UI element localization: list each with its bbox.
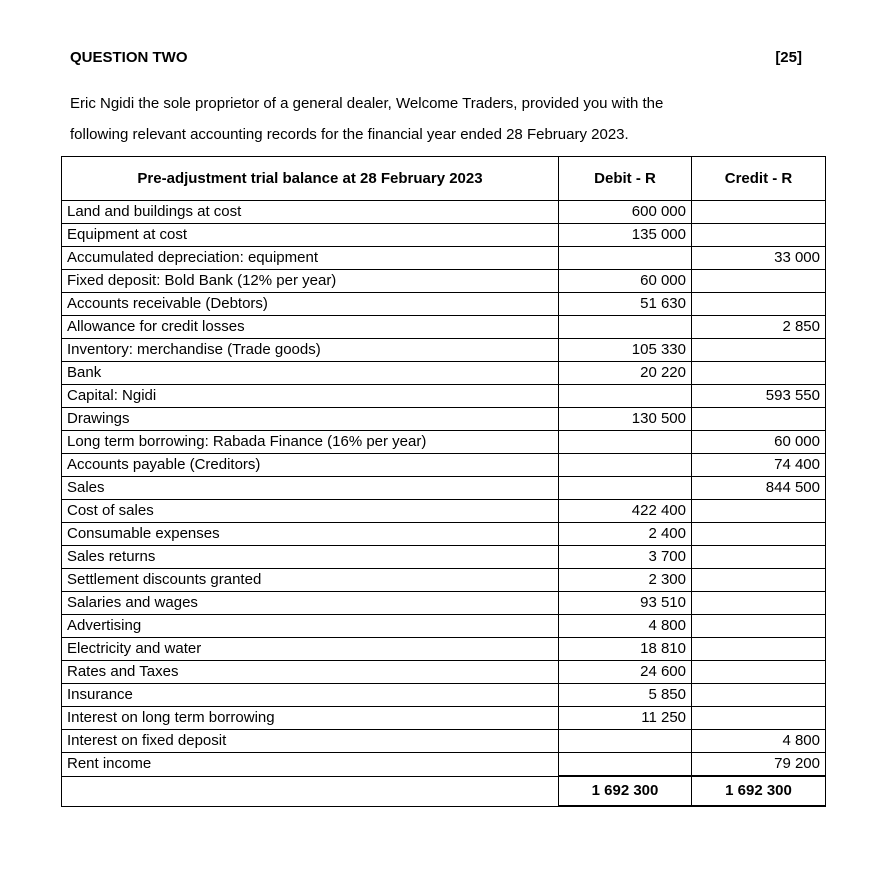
totals-debit: 1 692 300 xyxy=(559,776,692,806)
question-heading xyxy=(70,49,802,66)
table-row xyxy=(62,730,826,753)
table-row xyxy=(62,523,826,546)
row-debit: 11 250 xyxy=(559,707,692,730)
table-row xyxy=(62,201,826,224)
row-credit xyxy=(692,546,826,569)
row-debit: 18 810 xyxy=(559,638,692,661)
table-row xyxy=(62,247,826,270)
table-row xyxy=(62,592,826,615)
table-row xyxy=(62,316,826,339)
row-credit xyxy=(692,661,826,684)
table-row xyxy=(62,224,826,247)
row-credit xyxy=(692,500,826,523)
table-row xyxy=(62,546,826,569)
row-credit: 4 800 xyxy=(692,730,826,753)
row-label: Sales returns xyxy=(62,546,559,569)
table-row xyxy=(62,385,826,408)
row-credit: 60 000 xyxy=(692,431,826,454)
row-debit xyxy=(559,454,692,477)
row-credit xyxy=(692,638,826,661)
row-label: Settlement discounts granted xyxy=(62,569,559,592)
table-row xyxy=(62,293,826,316)
row-credit xyxy=(692,362,826,385)
row-label: Electricity and water xyxy=(62,638,559,661)
row-credit: 74 400 xyxy=(692,454,826,477)
totals-label xyxy=(62,776,559,806)
row-credit xyxy=(692,408,826,431)
row-label: Bank xyxy=(62,362,559,385)
intro-line-1: Eric Ngidi the sole proprietor of a general dealer, Welcome Traders, provided you with the xyxy=(70,95,664,112)
row-label: Long term borrowing: Rabada Finance (16% per year) xyxy=(62,431,559,454)
row-label: Consumable expenses xyxy=(62,523,559,546)
row-credit xyxy=(692,224,826,247)
row-debit: 51 630 xyxy=(559,293,692,316)
row-credit xyxy=(692,201,826,224)
table-row xyxy=(62,615,826,638)
row-credit xyxy=(692,339,826,362)
row-label: Cost of sales xyxy=(62,500,559,523)
table-row xyxy=(62,454,826,477)
row-label: Rates and Taxes xyxy=(62,661,559,684)
row-debit: 60 000 xyxy=(559,270,692,293)
row-credit xyxy=(692,684,826,707)
row-debit: 20 220 xyxy=(559,362,692,385)
row-label: Accounts receivable (Debtors) xyxy=(62,293,559,316)
row-label: Accounts payable (Creditors) xyxy=(62,454,559,477)
row-label: Inventory: merchandise (Trade goods) xyxy=(62,339,559,362)
row-debit: 600 000 xyxy=(559,201,692,224)
table-row xyxy=(62,362,826,385)
row-debit xyxy=(559,730,692,753)
row-debit xyxy=(559,316,692,339)
row-debit: 3 700 xyxy=(559,546,692,569)
row-label: Equipment at cost xyxy=(62,224,559,247)
row-debit: 93 510 xyxy=(559,592,692,615)
row-debit xyxy=(559,247,692,270)
row-label: Land and buildings at cost xyxy=(62,201,559,224)
row-debit: 24 600 xyxy=(559,661,692,684)
row-label: Advertising xyxy=(62,615,559,638)
trial-balance-table xyxy=(61,156,826,807)
table-body xyxy=(62,201,826,777)
row-credit: 79 200 xyxy=(692,753,826,777)
table-row xyxy=(62,408,826,431)
table-row xyxy=(62,339,826,362)
row-credit: 593 550 xyxy=(692,385,826,408)
row-label: Interest on fixed deposit xyxy=(62,730,559,753)
header-description: Pre-adjustment trial balance at 28 February 2023 xyxy=(62,157,559,201)
question-title: QUESTION TWO xyxy=(70,49,188,66)
row-debit: 105 330 xyxy=(559,339,692,362)
header-credit: Credit - R xyxy=(692,157,826,201)
table-row xyxy=(62,661,826,684)
table-row xyxy=(62,638,826,661)
row-label: Sales xyxy=(62,477,559,500)
table-row xyxy=(62,753,826,777)
table-header-row xyxy=(62,157,826,201)
row-credit: 844 500 xyxy=(692,477,826,500)
table-row xyxy=(62,431,826,454)
totals-credit: 1 692 300 xyxy=(692,776,826,806)
row-label: Fixed deposit: Bold Bank (12% per year) xyxy=(62,270,559,293)
row-credit: 2 850 xyxy=(692,316,826,339)
row-debit: 135 000 xyxy=(559,224,692,247)
row-credit xyxy=(692,615,826,638)
row-label: Rent income xyxy=(62,753,559,777)
row-debit: 4 800 xyxy=(559,615,692,638)
question-marks: [25] xyxy=(775,49,802,66)
row-debit: 5 850 xyxy=(559,684,692,707)
row-debit: 130 500 xyxy=(559,408,692,431)
table-row xyxy=(62,500,826,523)
table-row xyxy=(62,684,826,707)
row-debit: 2 300 xyxy=(559,569,692,592)
row-debit xyxy=(559,385,692,408)
row-label: Allowance for credit losses xyxy=(62,316,559,339)
row-credit: 33 000 xyxy=(692,247,826,270)
row-credit xyxy=(692,270,826,293)
row-label: Salaries and wages xyxy=(62,592,559,615)
row-credit xyxy=(692,592,826,615)
intro-paragraph xyxy=(70,88,800,150)
row-label: Interest on long term borrowing xyxy=(62,707,559,730)
row-debit xyxy=(559,753,692,777)
row-label: Drawings xyxy=(62,408,559,431)
row-debit: 422 400 xyxy=(559,500,692,523)
intro-line-2: following relevant accounting records for the financial year ended 28 February 2023. xyxy=(70,126,629,143)
row-credit xyxy=(692,707,826,730)
row-credit xyxy=(692,569,826,592)
totals-row xyxy=(62,776,826,806)
table-row xyxy=(62,477,826,500)
table-row xyxy=(62,569,826,592)
table-row xyxy=(62,707,826,730)
row-credit xyxy=(692,523,826,546)
header-debit: Debit - R xyxy=(559,157,692,201)
row-credit xyxy=(692,293,826,316)
row-debit xyxy=(559,477,692,500)
row-debit xyxy=(559,431,692,454)
row-label: Insurance xyxy=(62,684,559,707)
row-label: Accumulated depreciation: equipment xyxy=(62,247,559,270)
row-debit: 2 400 xyxy=(559,523,692,546)
row-label: Capital: Ngidi xyxy=(62,385,559,408)
table-row xyxy=(62,270,826,293)
